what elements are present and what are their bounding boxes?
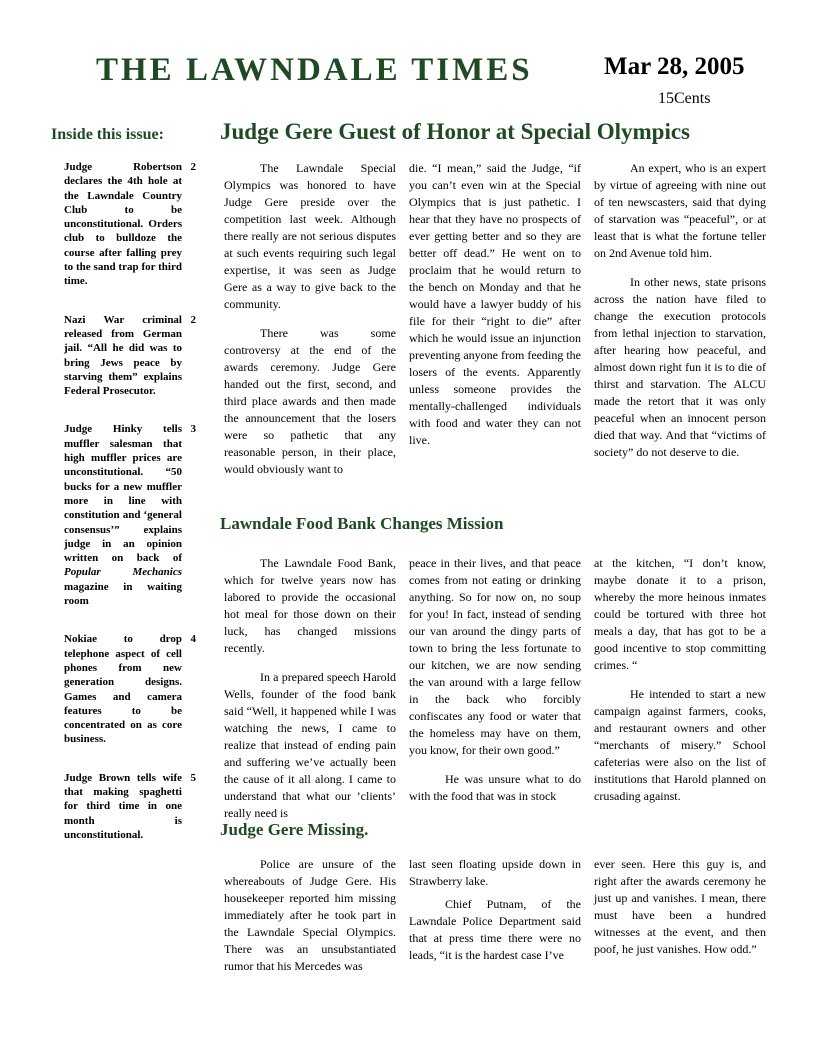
article-column: [594, 555, 766, 822]
paragraph: last seen floating upside down in Strawberry lake.: [409, 857, 581, 888]
issue-price: 15Cents: [658, 90, 711, 107]
paragraph: In other news, state prisons across the nation have filed to change the execution protocols from lethal injection to starvation, after hearing how peaceful, and almost down right fun it is to die of thirst and starvation. The ALCU made the retort that it was only peaceful when an innocent person died that way. And that “victims of society” do not deserve to die.: [594, 275, 766, 459]
paragraph: There was some controversy at the end of the awards ceremony. Judge Gere handed out the first, second, and third place awards and then made the announcement that the losers were so pathetic that any reasonable person, in their place, would obviously want to: [224, 326, 396, 476]
paragraph: peace in their lives, and that peace comes from not eating or drinking anything. So for now on, no soup for you! In fact, instead of sending our van around the dingy parts of town to bring the less fortunate to our kitchen, we are now sending the van around with a large fellow in the back who forcibly confiscates any food or water that the homeless may have on them, you know, for their own good.”: [409, 556, 581, 757]
paragraph: die. “I mean,” said the Judge, “if you can’t even win at the Special Olympics that is just pathetic. I hear that they have no prospects of ever getting better and so they are better off dead.” He went on to proclaim that he would return to the bench on Monday and that he would have a lawyer buddy of his file for their “right to die” after which he would issue an injunction preventing anyone from feeding the losers of the events. Apparently unless someone provides the mentally-challenged individuals with food and water they can not live.: [409, 161, 581, 447]
sidebar-heading: Inside this issue:: [51, 126, 164, 143]
paragraph: The Lawndale Special Olympics was honored to have Judge Gere preside over the competition last week. Although there really are not serious disputes at such events requiring such legal expertise, it was seen as Judge Gere as a way to give back to the community.: [224, 161, 396, 311]
paragraph: Police are unsure of the whereabouts of Judge Gere. His housekeeper reported him missing immediately after he took part in the Lawndale Special Olympics. There was an unsubstantiated rumor that his Mercedes was: [224, 857, 396, 973]
article-column: [224, 555, 396, 822]
sidebar-item-page: 4: [190, 633, 196, 646]
sidebar-item: [64, 771, 196, 842]
sidebar-item: [64, 313, 196, 399]
sidebar-item-text: Judge Robertson declares the 4th hole at the Lawndale Country Club to be unconstitutional. Orders club to bulldoze the course after falling prey to the sand trap for third time.: [64, 161, 182, 288]
paragraph: Chief Putnam, of the Lawndale Police Department said that at press time there were no leads, “it is the hardest case I’ve: [409, 897, 581, 962]
article-column: [594, 160, 766, 478]
article-headline-food-bank: Lawndale Food Bank Changes Mission: [220, 514, 504, 533]
article-headline-judge-missing: Judge Gere Missing.: [220, 820, 369, 839]
sidebar-item-text: Nokiae to drop telephone aspect of cell phones from new generation designs. Games and camera features to be concentrated on as core business.: [64, 633, 182, 746]
article-column: [224, 160, 396, 478]
sidebar-item-page: 2: [190, 313, 196, 326]
sidebar-item: [64, 422, 196, 608]
sidebar-item-page: 3: [190, 423, 196, 436]
article-column: [409, 856, 581, 975]
inside-this-issue-sidebar: [64, 160, 196, 866]
paragraph: The Lawndale Food Bank, which for twelve years now has labored to provide the occasional hot meal for those down on their luck, has changed missions recently.: [224, 556, 396, 655]
article-headline-special-olympics: Judge Gere Guest of Honor at Special Olympics: [220, 119, 690, 144]
sidebar-item-text-end: magazine in waiting room: [64, 580, 182, 608]
sidebar-item-text: Judge Hinky tells muffler salesman that high muffler prices are unconstitutional. “50 bucks for a new muffler more in line with constitution and ‘general consensus’” explains judge in an opinion written on back of: [64, 423, 182, 565]
sidebar-item-page: 2: [190, 161, 196, 173]
article-column: [224, 856, 396, 975]
sidebar-item-text: Judge Brown tells wife that making spaghetti for third time in one month is unconstitutional.: [64, 771, 182, 841]
paragraph: He was unsure what to do with the food that was in stock: [409, 772, 581, 803]
paragraph: In a prepared speech Harold Wells, founder of the food bank said “Well, it happened while I was watching the news, I came to realize that instead of ending pain and suffering we’ve actually been the cause of it all along. I came to understand that what our ’clients’ really need is: [224, 670, 396, 820]
article-body-food-bank: [224, 555, 766, 822]
sidebar-item: [64, 160, 196, 289]
article-column: [594, 856, 766, 975]
sidebar-item-page: 5: [190, 771, 196, 784]
article-column: [409, 160, 581, 478]
sidebar-item-text: Nazi War criminal released from German jail. “All he did was to bring Jews peace by starving them” explains Federal Prosecutor.: [64, 313, 182, 398]
paragraph: He intended to start a new campaign against farmers, cooks, and restaurant owners and other “merchants of misery.” School cafeterias were also on the list of institutions that Harold planned on crusading against.: [594, 687, 766, 803]
article-body-special-olympics: [224, 160, 766, 478]
paragraph: at the kitchen, “I don’t know, maybe donate it to a prison, whereby the more heinous inmates could be tortured with three hot meals a day, that has got to be a good incentive to stop committing crimes. “: [594, 556, 766, 672]
issue-date: Mar 28, 2005: [604, 53, 745, 80]
paragraph: An expert, who is an expert by virtue of agreeing with nine out of ten newscasters, said that dying of starvation was “peaceful”, or at least that is what the fortune teller on 2nd Avenue told him.: [594, 161, 766, 260]
sidebar-item: [64, 632, 196, 746]
newspaper-title: THE LAWNDALE TIMES: [96, 52, 533, 88]
magazine-title: Popular Mechanics: [64, 566, 182, 579]
article-column: [409, 555, 581, 822]
paragraph: ever seen. Here this guy is, and right after the awards ceremony he just up and vanishes. I mean, there must have been a hundred witnesses at the event, and then poof, he just vanishes. How odd.”: [594, 857, 766, 956]
article-body-judge-missing: [224, 856, 766, 975]
